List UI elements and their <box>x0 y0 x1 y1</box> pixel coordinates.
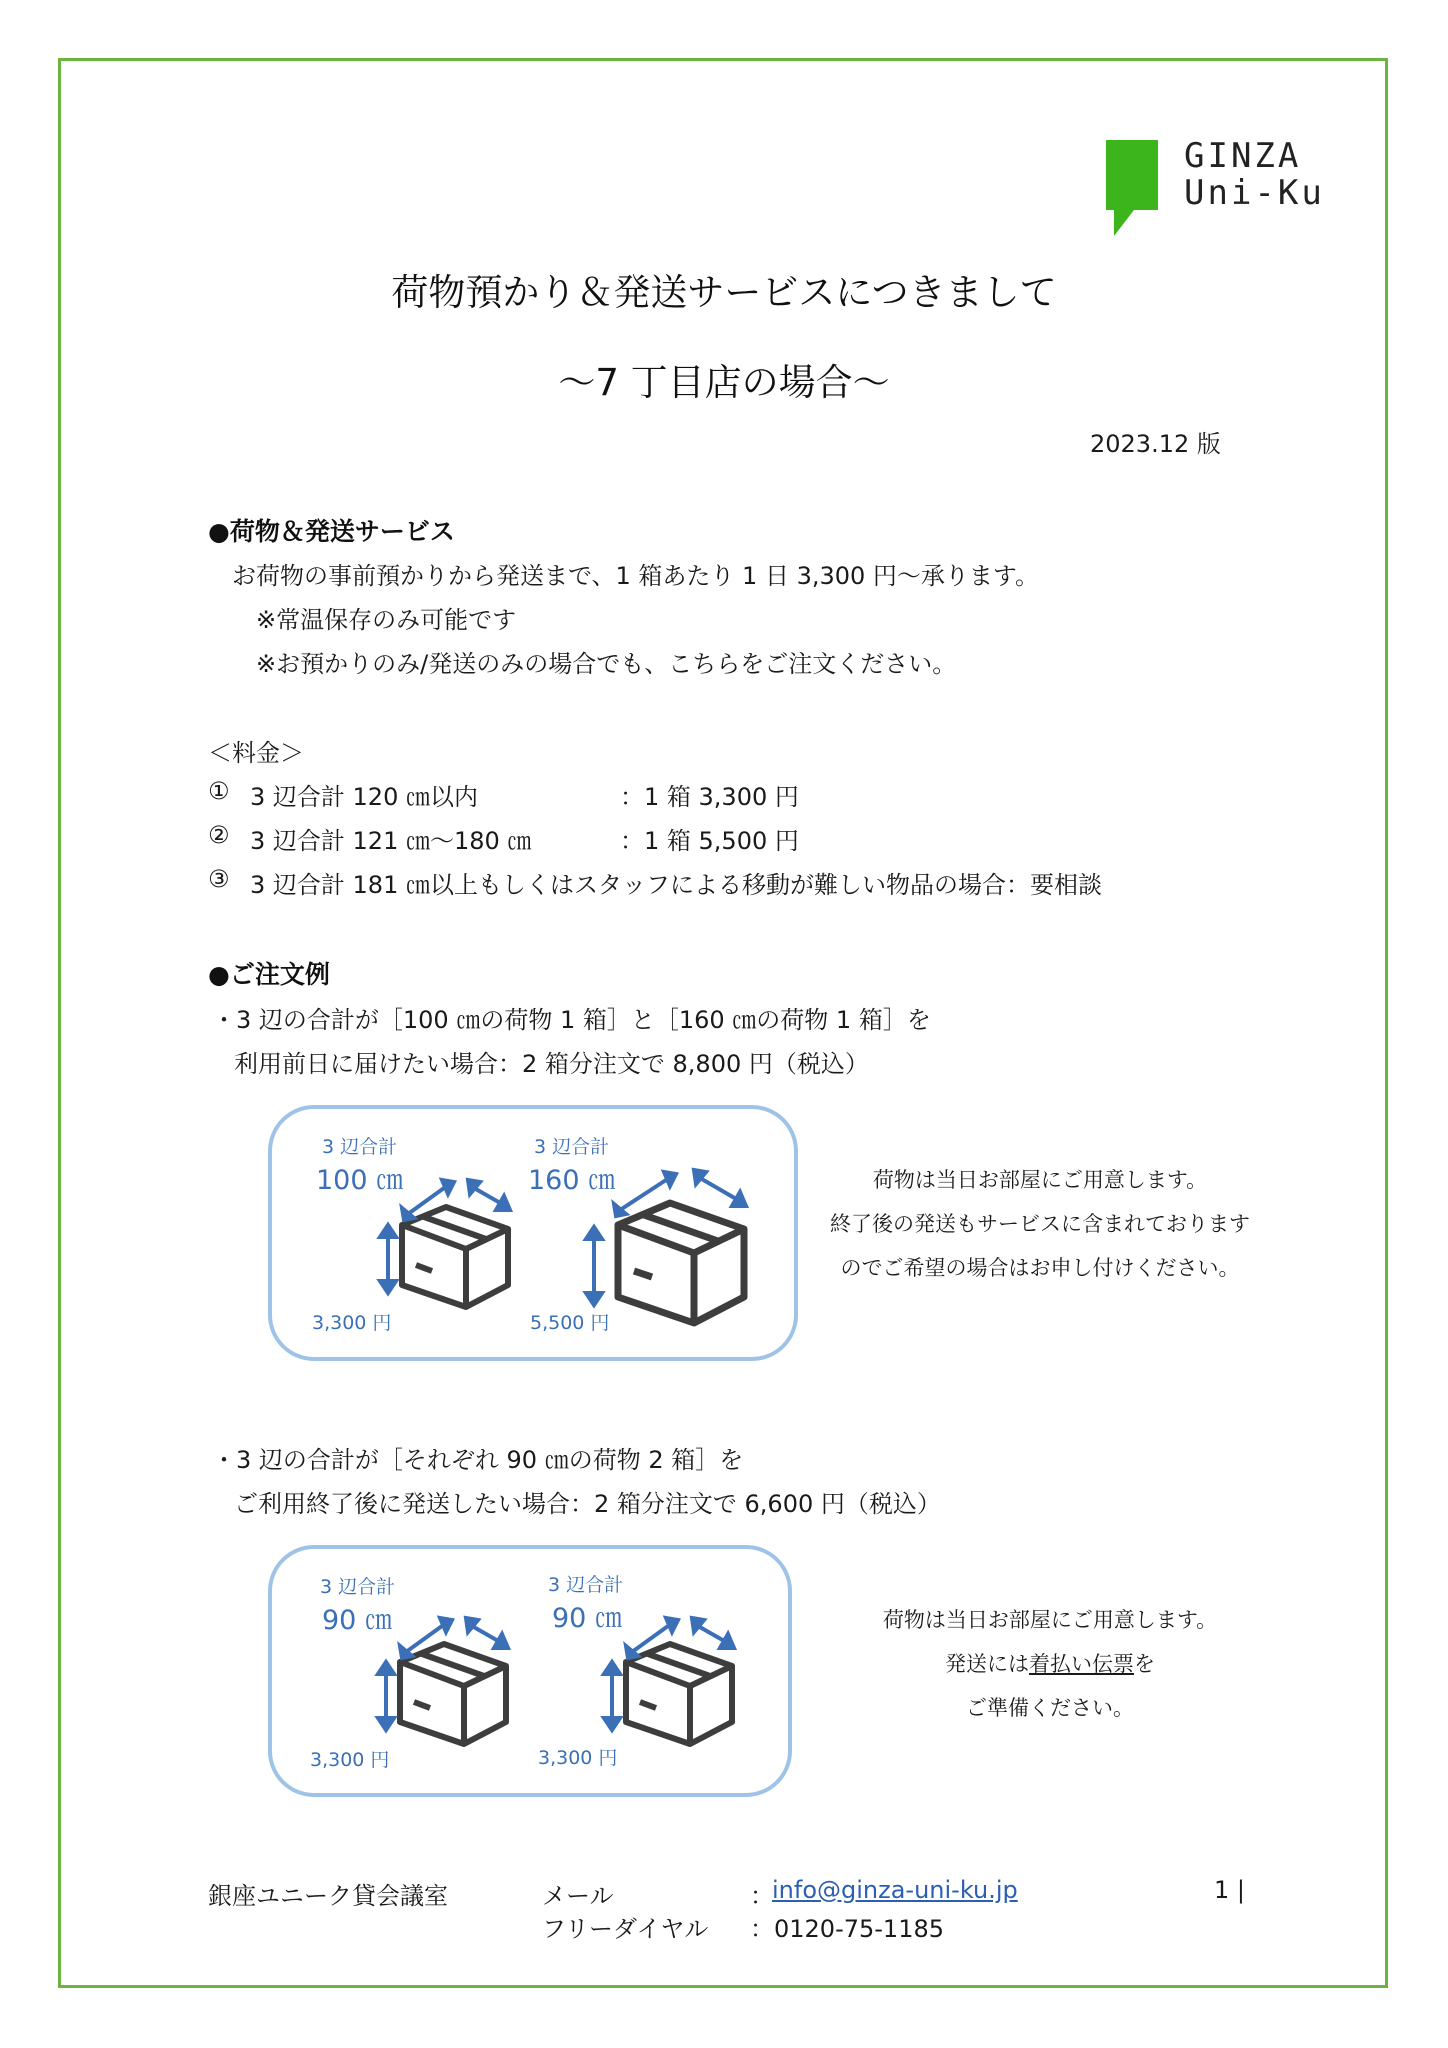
page-subtitle: ～7 丁目店の場合～ <box>558 361 890 404</box>
ex1-box1-size: 100 ㎝ <box>316 1165 404 1196</box>
footer-mail-link[interactable]: info@ginza-uni-ku.jp <box>772 1876 1018 1904</box>
ex1-note-line1: 荷物は当日お部屋にご用意します。 <box>872 1168 1208 1192</box>
ex2-box1-size: 90 ㎝ <box>322 1605 392 1636</box>
example1-line1: ・3 辺の合計が［100 ㎝の荷物 1 箱］と［160 ㎝の荷物 1 箱］を <box>212 1006 931 1034</box>
pricing-label-2: 3 辺合計 121 ㎝～180 ㎝ <box>250 827 532 855</box>
ex2-box2-caption: 3 辺合計 <box>548 1574 624 1596</box>
example2-line1: ・3 辺の合計が［それぞれ 90 ㎝の荷物 2 箱］を <box>212 1446 744 1474</box>
ex1-box2-size: 160 ㎝ <box>528 1165 616 1196</box>
ex1-box2-caption: 3 辺合計 <box>534 1136 610 1158</box>
page-number: 1 | <box>1214 1876 1245 1904</box>
ex1-note-line3: のでご希望の場合はお申し付けください。 <box>840 1256 1240 1280</box>
service-heading: ●荷物＆発送サービス <box>208 517 455 546</box>
ex1-note-line2: 終了後の発送もサービスに含まれております <box>830 1212 1250 1236</box>
ex1-box1-price: 3,300 円 <box>312 1312 392 1334</box>
logo-icon <box>1106 140 1158 236</box>
footer-company: 銀座ユニーク貸会議室 <box>208 1882 448 1910</box>
pricing-label-1: 3 辺合計 120 ㎝以内 <box>250 783 478 811</box>
ex2-note-line1: 荷物は当日お部屋にご用意します。 <box>882 1608 1218 1632</box>
ex2-box1-caption: 3 辺合計 <box>320 1576 396 1598</box>
examples-heading: ●ご注文例 <box>208 960 330 989</box>
pricing-num-2: ② <box>208 821 230 849</box>
pricing-price-1: ：1 箱 3,300 円 <box>620 783 799 811</box>
dimension-arrow-icon <box>608 1166 778 1216</box>
footer-tel-value: ：0120-75-1185 <box>750 1915 945 1943</box>
ex2-box1-price: 3,300 円 <box>310 1749 390 1771</box>
version-label: 2023.12 版 <box>1090 430 1221 458</box>
logo-line1: GINZA <box>1184 136 1302 176</box>
ex2-note-prefix: 発送には <box>945 1652 1029 1676</box>
ex2-box2-price: 3,300 円 <box>538 1747 618 1769</box>
ex2-note-line3: ご準備ください。 <box>966 1696 1134 1720</box>
ex2-note-line2 <box>850 1642 1250 1686</box>
ex1-box1-caption: 3 辺合計 <box>322 1136 398 1158</box>
dimension-arrow-icon <box>622 1610 772 1660</box>
dimension-arrow-icon <box>396 1610 546 1660</box>
example2-note <box>850 1598 1250 1730</box>
ex2-note-underlined: 着払い伝票 <box>1029 1652 1134 1676</box>
example2-line2: ご利用終了後に発送したい場合：2 箱分注文で 6,600 円（税込） <box>234 1490 941 1518</box>
logo-line2: Uni-Ku <box>1184 173 1325 213</box>
pricing-num-3: ③ <box>208 865 230 893</box>
example1-note <box>830 1158 1250 1290</box>
pricing-num-1: ① <box>208 777 230 805</box>
footer-tel-label: フリーダイヤル <box>542 1915 709 1943</box>
service-desc: お荷物の事前預かりから発送まで、1 箱あたり 1 日 3,300 円～承ります。 <box>232 562 1039 590</box>
pricing-label-3: 3 辺合計 181 ㎝以上もしくはスタッフによる移動が難しい物品の場合：要相談 <box>250 871 1102 899</box>
ex2-note-suffix: を <box>1134 1652 1155 1676</box>
ex1-box2-price: 5,500 円 <box>530 1312 610 1334</box>
page-title: 荷物預かり＆発送サービスにつきまして <box>391 271 1057 314</box>
pricing-price-2: ：1 箱 5,500 円 <box>620 827 799 855</box>
service-note1: ※常温保存のみ可能です <box>256 606 517 634</box>
example1-line2: 利用前日に届けたい場合：2 箱分注文で 8,800 円（税込） <box>234 1050 869 1078</box>
service-note2: ※お預かりのみ/発送のみの場合でも、こちらをご注文ください。 <box>256 650 957 678</box>
pricing-heading: ＜料金＞ <box>208 739 304 767</box>
footer-mail-label: メール <box>542 1882 614 1910</box>
footer-mail-colon: ： <box>750 1882 774 1910</box>
logo-text <box>1184 138 1325 212</box>
ex2-box2-size: 90 ㎝ <box>552 1603 622 1634</box>
dimension-arrow-icon <box>398 1172 548 1222</box>
